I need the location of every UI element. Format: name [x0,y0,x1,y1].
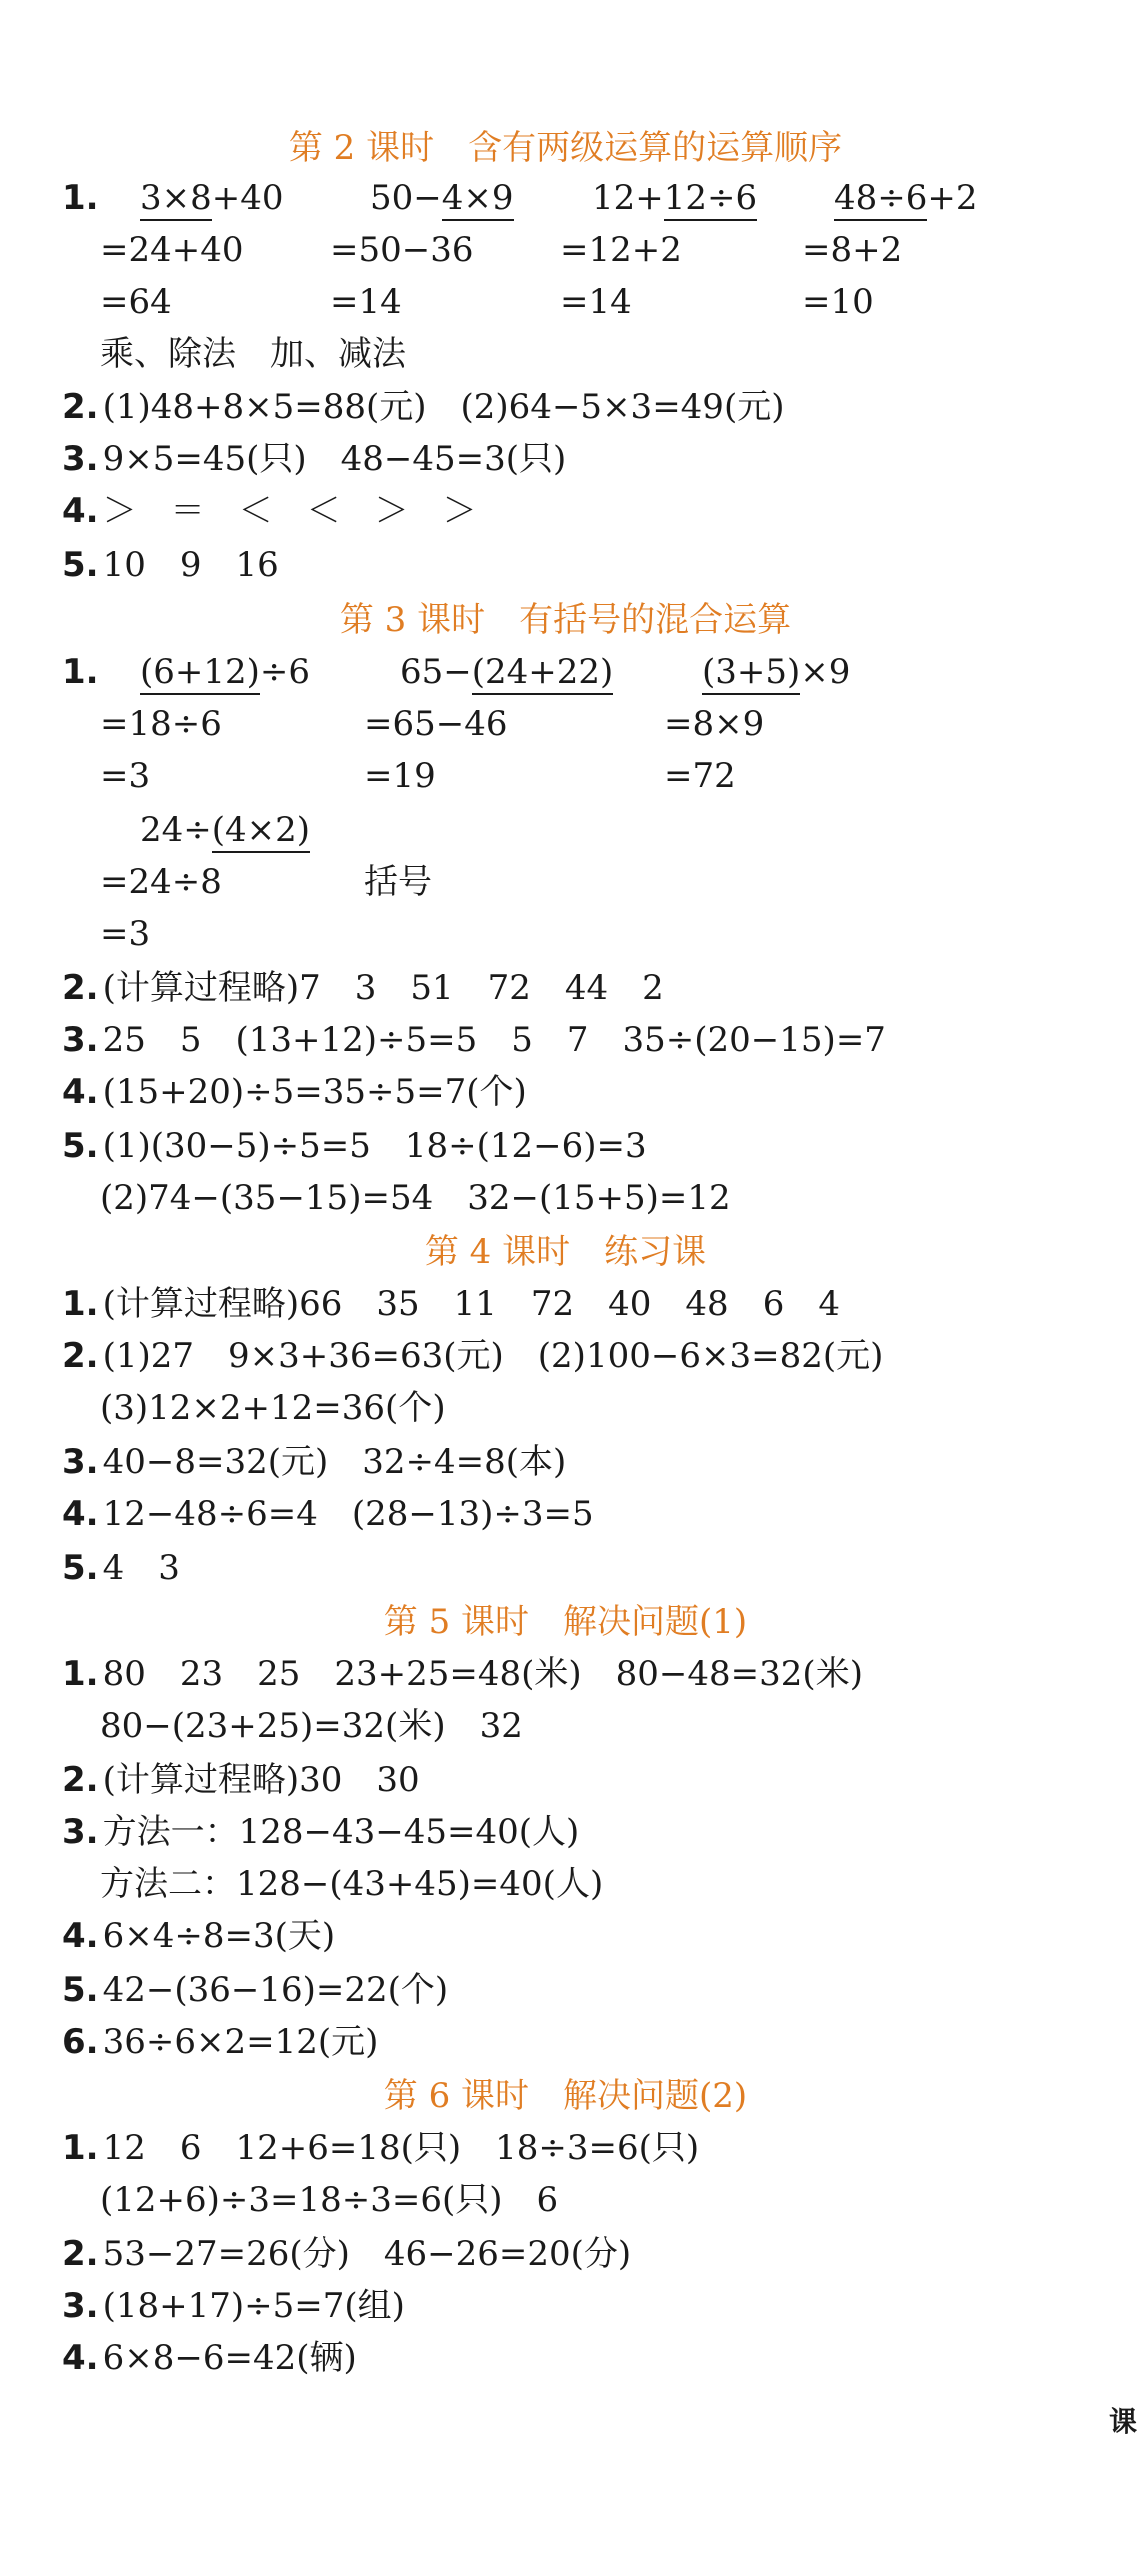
q3-2 [62,968,664,1008]
q-number: 1. [62,2128,99,2168]
q3-1-step2 [62,704,1122,744]
expr-part: +2 [927,178,978,218]
answer-text: (1)(30−5)÷5=5 18÷(12−6)=3 [102,1126,647,1166]
answer-text: 12 6 12+6=18(只) 18÷3=6(只) [102,2128,700,2168]
q3-1-step3 [62,756,1122,796]
answer-text: (1)48+8×5=88(元) (2)64−5×3=49(元) [102,387,785,427]
step: =14 [560,282,632,322]
q4-5 [62,1548,180,1588]
step: =3 [100,756,151,796]
step: =12+2 [560,230,682,270]
answer-text: 4 3 [102,1548,180,1588]
q-number: 3. [62,1020,99,1060]
answer-text: 40−8=32(元) 32÷4=8(本) [102,1442,567,1482]
q5-4 [62,1916,335,1956]
q-number: 2. [62,968,99,1008]
section-title-5: 第 5 课时 解决问题(1) [383,1602,748,1642]
answer-text: ＞ ＝ ＜ ＜ ＞ ＞ [102,491,477,531]
answer-text: (计算过程略)7 3 51 72 44 2 [102,968,664,1008]
expr-part: 50− [370,178,442,218]
q6-2 [62,2234,631,2274]
q2-2 [62,387,784,427]
q3-1-row2-step2 [62,862,1122,902]
answer-text: 6×4÷8=3(天) [102,1916,336,1956]
q-number: 1. [62,178,99,218]
q-number: 3. [62,439,99,479]
q6-3 [62,2286,405,2326]
expr-part: +40 [211,178,284,218]
step: =64 [100,282,172,322]
q4-2 [62,1336,883,1376]
q5-1 [62,1654,863,1694]
q6-1-line2: (12+6)÷3=18÷3=6(只) 6 [100,2180,559,2220]
q3-1-row2-step3: =3 [100,914,151,954]
q5-3-line2: 方法二：128−(43+45)=40(人) [100,1864,604,1904]
step: =10 [802,282,874,322]
step: =18÷6 [100,704,222,744]
step: =24+40 [100,230,244,270]
note: 括号 [364,862,432,902]
q3-1-row [62,652,1122,692]
step: =24÷8 [100,862,222,902]
q-number: 4. [62,1916,99,1956]
underlined-step: 12÷6 [664,178,757,221]
q-number: 2. [62,1760,99,1800]
q-number: 4. [62,2338,99,2378]
q5-5 [62,1970,448,2010]
q4-3 [62,1442,566,1482]
q-number: 2. [62,1336,99,1376]
q-number: 3. [62,1442,99,1482]
answer-text: (15+20)÷5=35÷5=7(个) [102,1072,527,1112]
answer-text: 25 5 (13+12)÷5=5 5 7 35÷(20−15)=7 [102,1020,886,1060]
answer-text: (18+17)÷5=7(组) [102,2286,405,2326]
q-number: 1. [62,1654,99,1694]
q3-5-line2: (2)74−(35−15)=54 32−(15+5)=12 [100,1178,731,1218]
q-number: 5. [62,545,99,585]
q5-6 [62,2022,378,2062]
q-number: 4. [62,1494,99,1534]
answer-text: 36÷6×2=12(元) [102,2022,379,2062]
answer-text: 方法一：128−43−45=40(人) [102,1812,580,1852]
step: =50−36 [330,230,474,270]
underlined-step: 48÷6 [834,178,927,221]
q-number: 2. [62,2234,99,2274]
q-number: 2. [62,387,99,427]
underlined-step: 3×8 [140,178,212,221]
corner-tab-text: 课 [1109,2405,1137,2438]
step: =72 [664,756,736,796]
underlined-step: (24+22) [472,652,614,695]
q-number: 3. [62,1812,99,1852]
q2-1-note: 乘、除法 加、减法 [100,334,406,374]
answer-text: 12−48÷6=4 (28−13)÷3=5 [102,1494,594,1534]
q2-3 [62,439,566,479]
answer-text: (计算过程略)30 30 [102,1760,420,1800]
expr-part: ÷6 [259,652,311,692]
q2-1-step2 [62,230,1122,270]
answer-text: 6×8−6=42(辆) [102,2338,357,2378]
q4-1 [62,1284,840,1324]
q3-4 [62,1072,527,1112]
answer-text: (计算过程略)66 35 11 72 40 48 6 4 [102,1284,840,1324]
q-number: 4. [62,1072,99,1112]
q2-4 [62,491,477,531]
q-number: 6. [62,2022,99,2062]
q4-2-line2: (3)12×2+12=36(个) [100,1388,446,1428]
section-title-2: 第 2 课时 含有两级运算的运算顺序 [288,128,843,168]
step: =65−46 [364,704,508,744]
underlined-step: (3+5) [702,652,800,695]
section-title-6: 第 6 课时 解决问题(2) [383,2076,748,2116]
answer-text: 10 9 16 [102,545,279,585]
expr-part: 12+ [592,178,664,218]
q-number: 1. [62,652,99,692]
answer-text: 9×5=45(只) 48−45=3(只) [102,439,567,479]
expr-part: ×9 [800,652,851,692]
q5-3 [62,1812,579,1852]
underlined-step: (4×2) [212,810,310,853]
section-title-3: 第 3 课时 有括号的混合运算 [339,600,792,640]
q5-1-line2: 80−(23+25)=32(米) 32 [100,1706,523,1746]
q6-4 [62,2338,357,2378]
expr-part: 65− [400,652,472,692]
q-number: 4. [62,491,99,531]
answer-text: 53−27=26(分) 46−26=20(分) [102,2234,632,2274]
q5-2 [62,1760,420,1800]
answer-text: 80 23 25 23+25=48(米) 80−48=32(米) [102,1654,863,1694]
q2-1-step3 [62,282,1122,322]
q-number: 5. [62,1970,99,2010]
step: =14 [330,282,402,322]
answer-text: 42−(36−16)=22(个) [102,1970,449,2010]
step: =19 [364,756,436,796]
q2-1-row [62,178,1122,218]
answer-text: (1)27 9×3+36=63(元) (2)100−6×3=82(元) [102,1336,884,1376]
q3-5 [62,1126,647,1166]
underlined-step: (6+12) [140,652,260,695]
step: =8+2 [802,230,903,270]
section-title-4: 第 4 课时 练习课 [424,1232,707,1272]
q-number: 5. [62,1548,99,1588]
q4-4 [62,1494,594,1534]
underlined-step: 4×9 [442,178,514,221]
q-number: 1. [62,1284,99,1324]
q-number: 3. [62,2286,99,2326]
q2-5 [62,545,279,585]
q3-1-row2 [62,810,1122,850]
step: =8×9 [664,704,765,744]
q3-3 [62,1020,886,1060]
q-number: 5. [62,1126,99,1166]
expr-part: 24÷ [140,810,212,850]
q6-1 [62,2128,699,2168]
